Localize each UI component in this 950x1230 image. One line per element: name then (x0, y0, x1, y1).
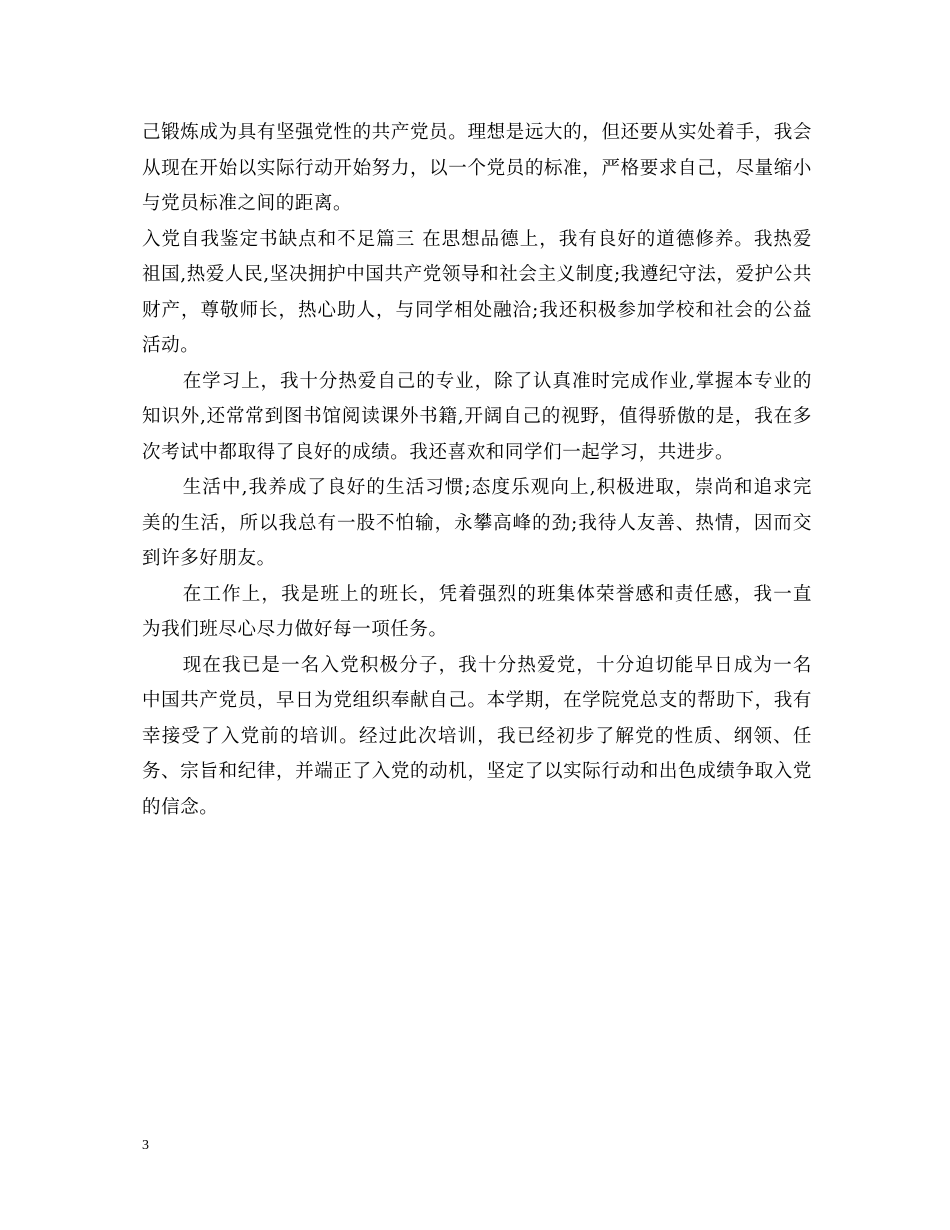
section-paragraph (142, 222, 812, 364)
continuation-paragraph: 己锻炼成为具有坚强党性的共产党员。理想是远大的，但还要从实处着手，我会从现在开始以实际行动开始努力，以一个党员的标准，严格要求自己，尽量缩小与党员标准之间的距离。 (142, 122, 812, 214)
life-paragraph: 生活中,我养成了良好的生活习惯;态度乐观向上,积极进取，崇尚和追求完美的生活，所以我总有一股不怕输，永攀高峰的劲;我待人友善、热情，因而交到许多好朋友。 (142, 477, 812, 569)
work-paragraph: 在工作上，我是班上的班长，凭着强烈的班集体荣誉感和责任感，我一直为我们班尽心尽力做好每一项任务。 (142, 583, 812, 640)
document-body (142, 115, 812, 825)
activist-paragraph: 现在我已是一名入党积极分子，我十分热爱党，十分迫切能早日成为一名中国共产党员，早日为党组织奉献自己。本学期，在学院党总支的帮助下，我有幸接受了入党前的培训。经过此次培训，我已经初步了解党的性质、纲领、任务、宗旨和纪律，并端正了入党的动机，坚定了以实际行动和出色成绩争取入党的信念。 (142, 654, 812, 818)
page-number: 3 (142, 1138, 149, 1153)
section-title: 入党自我鉴定书缺点和不足篇三 (142, 228, 416, 250)
study-paragraph: 在学习上，我十分热爱自己的专业，除了认真准时完成作业,掌握本专业的知识外,还常常到图书馆阅读课外书籍,开阔自己的视野，值得骄傲的是，我在多次考试中都取得了良好的成绩。我还喜欢和同学们一起学习，共进步。 (142, 370, 812, 463)
section-intro-text: 在思想品德上，我有良好的道德修养。我热爱祖国,热爱人民,坚决拥护中国共产党领导和社会主义制度;我遵纪守法，爱护公共财产，尊敬师长，热心助人，与同学相处融洽;我还积极参加学校和社会的公益活动。 (142, 228, 813, 356)
